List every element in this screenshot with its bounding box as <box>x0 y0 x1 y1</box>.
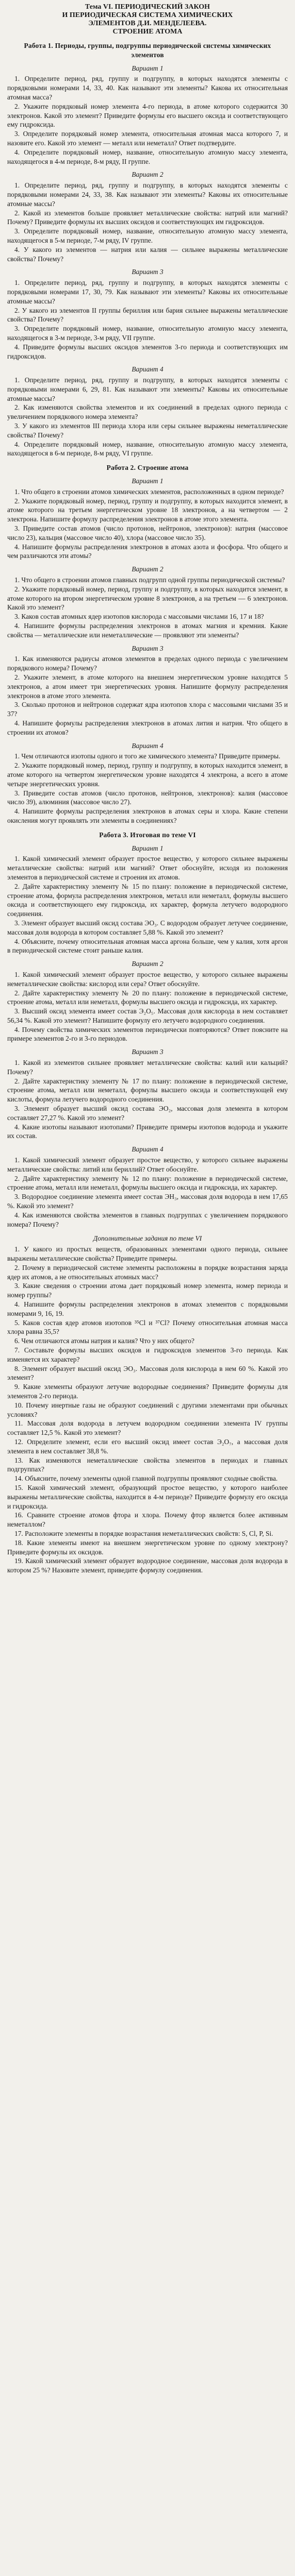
document-body <box>7 41 288 1575</box>
task-item: 3. Определите порядковый номер, название, относительную атомную массу элемента, находящегося в 5-м периоде, 7-м ряду, IV группе. <box>7 227 288 244</box>
task-item: 2. Укажите порядковый номер, период, группу и подгруппу, в которых находится элемент, в атоме которого на четвертом энергетическом уровне находятся 4 электрона, а всего в атоме четыре энергетических уровня. <box>7 761 288 788</box>
task-item: 2. Укажите порядковый номер, период, группу и подгруппу, в которых находится элемент, в атоме которого на третьем энергетическом уровне 18 электронов, а на четвертом — 2 электрона. Напишите формулу распределения электронов в атоме этого элемента. <box>7 497 288 523</box>
task-item: 1. Какой из элементов сильнее проявляет металлические свойства: калий или кальций? Почему? <box>7 1059 288 1076</box>
page-header <box>7 3 288 36</box>
task-item: 1. У какого из простых веществ, образованных элементами одного периода, сильнее выражены металлические свойства? Приведите примеры. <box>7 1245 288 1263</box>
task-item: 14. Объясните, почему элементы одной главной подгруппы проявляют сходные свойства. <box>14 1475 278 1483</box>
task-item: 3. Приведите состав атомов (число протонов, нейтронов, электронов): калия (массовое число 39), алюминия (массовое число 27). <box>7 789 288 806</box>
task-item: 3. Водородное соединение элемента имеет состав ЭН₃, массовая доля водорода в нем 17,65 %. Какой это элемент? <box>7 1193 288 1210</box>
task-item: 2. Дайте характеристику элементу № 20 по плану: положение в периодической системе, строение атома, металл или неметалл, формулы высшего оксида и гидроксида, их характер. <box>7 989 288 1006</box>
task-item: 5. Каков состав ядер атомов изотопов ³⁵Cl и ³⁷Cl? Почему относительная атомная масса хлора равна 35,5? <box>7 1318 288 1336</box>
header-line: Тема VI. ПЕРИОДИЧЕСКИЙ ЗАКОН <box>85 3 210 11</box>
task-item: 18. Какие элементы имеют на внешнем энергетическом уровне по одному электрону? Приведите формулы их оксидов. <box>7 1538 288 1556</box>
task-item: 2. Как изменяются свойства элементов и их соединений в пределах одного периода с увеличением порядкового номера элемента? <box>7 403 288 421</box>
task-item: 4. Напишите формулы распределения электронов в атомах элементов с порядковыми номерами 9, 16, 19. <box>7 1300 288 1317</box>
task-item: 1. Определите период, ряд, группу и подгруппу, в которых находятся элементы с порядковыми номерами 17, 30, 79. Как называют эти элементы? Каковы их относительные атомные массы? <box>7 279 288 305</box>
variant-heading: Вариант 1 <box>132 64 163 72</box>
task-item: 19. Какой химический элемент образует водородное соединение, массовая доля водорода в котором 25 %? Назовите элемент, приведите формулу соединения. <box>7 1557 288 1574</box>
task-item: 4. Объясните, почему относительная атомная масса аргона больше, чем у калия, хотя аргон в периодической системе стоит раньше калия. <box>7 937 288 955</box>
header-line: СТРОЕНИЕ АТОМА <box>112 28 183 36</box>
variant-heading: Вариант 4 <box>132 1145 163 1154</box>
task-item: 2. Дайте характеристику элементу № 17 по плану: положение в периодической системе, строение атома, металл или неметалл, формулы высшего оксида и соответствующей ему кислоты, формула летучего водородного соединения. <box>7 1077 288 1104</box>
task-item: 3. Элемент образует высший оксид состава ЭО₃. С водородом образует летучее соединение, массовая доля водорода в котором составляет 5,88 %. Какой это элемент? <box>7 919 288 936</box>
task-item: 4. У какого из элементов — натрия или калия — сильнее выражены металлические свойства? Почему? <box>7 245 288 263</box>
task-item: 9. Какие элементы образуют летучие водородные соединения? Приведите формулы для элементов 2-го периода. <box>7 1383 288 1400</box>
task-item: 1. Какой химический элемент образует простое вещество, у которого сильнее выражены металлические свойства: литий или бериллий? Ответ обоснуйте. <box>7 1156 288 1173</box>
task-item: 4. Определите порядковый номер, название, относительную атомную массу элемента, находящегося в 6-м периоде, 8-м ряду, VI группе. <box>7 440 288 457</box>
task-item: 16. Сравните строение атомов фтора и хлора. Почему фтор является более активным неметаллом? <box>7 1511 288 1529</box>
task-item: 13. Как изменяются неметаллические свойства элементов в периодах и главных подгруппах? <box>7 1456 288 1473</box>
variant-heading: Вариант 4 <box>132 741 163 750</box>
task-item: 3. Сколько протонов и нейтронов содержат ядра изотопов хлора с массовыми числами 35 и 37? <box>7 701 288 718</box>
task-item: 4. Приведите формулы высших оксидов элементов 3-го периода и соответствующих им гидроксидов. <box>7 343 288 360</box>
task-item: 2. Почему в периодической системе элементы расположены в порядке возрастания заряда ядер их атомов, а не относительных атомных масс? <box>7 1263 288 1281</box>
task-item: 1. Чем отличаются изотопы одного и того же химического элемента? Приведите примеры. <box>14 752 281 760</box>
task-item: 3. Определите порядковый номер, название, относительную атомную массу элемента, находящегося в 3-м периоде, 3-м ряду, VII группе. <box>7 325 288 342</box>
task-item: 10. Почему инертные газы не образуют соединений с другими элементами при обычных условиях? <box>7 1401 288 1418</box>
variant-heading: Вариант 1 <box>132 477 163 485</box>
task-item: 11. Массовая доля водорода в летучем водородном соединении элемента IV группы составляет 12,5 %. Какой это элемент? <box>7 1419 288 1437</box>
variant-heading: Вариант 3 <box>132 268 163 276</box>
task-item: 12. Определите элемент, если его высший оксид имеет состав Э₂О₇, а массовая доля элемента в нем составляет 38,8 %. <box>7 1437 288 1455</box>
variant-heading: Вариант 2 <box>132 171 163 179</box>
header-line: ЭЛЕМЕНТОВ Д.И. МЕНДЕЛЕЕВА. <box>88 20 207 27</box>
variant-heading: Вариант 4 <box>132 365 163 374</box>
variant-heading: Вариант 3 <box>132 644 163 652</box>
task-item: 1. Как изменяются радиусы атомов элементов в пределах одного периода с увеличением порядкового номера? Почему? <box>7 655 288 672</box>
task-item: 2. Какой из элементов больше проявляет металлические свойства: натрий или магний? Почему? Приведите формулы их высших оксидов и соответствующих им гидроксидов. <box>7 209 288 226</box>
extra-tasks-heading: Дополнительные задания по теме VI <box>93 1234 202 1243</box>
task-item: 3. Каков состав атомных ядер изотопов кислорода с массовыми числами 16, 17 и 18? <box>14 613 264 621</box>
work-title: Работа 3. Итоговая по теме VI <box>99 831 196 839</box>
task-item: 4. Определите порядковый номер, название, относительную атомную массу элемента, находящегося в 4-м периоде, 8-м ряду, II группе. <box>7 148 288 165</box>
task-item: 2. Укажите порядковый номер, период, группу и подгруппу, в которых находится элемент, в атоме которого на втором энергетическом уровне 8 электронов, а на третьем — 6 электронов. Какой это элемент? <box>7 585 288 612</box>
work-title: Работа 2. Строение атома <box>106 464 189 472</box>
task-item: 1. Какой химический элемент образует простое вещество, у которого сильнее выражены металлические свойства: натрий или магний? Ответ обоснуйте, исходя из положения элементов в периодической системе и строения их атомов. <box>7 855 288 881</box>
task-item: 4. Почему свойства химических элементов периодически повторяются? Ответ поясните на примере элементов 2-го и 3-го периодов. <box>7 1025 288 1043</box>
header-line: И ПЕРИОДИЧЕСКАЯ СИСТЕМА ХИМИЧЕСКИХ <box>62 11 233 19</box>
task-item: 3. У какого из элементов III периода хлора или серы сильнее выражены неметаллические свойства? Почему? <box>7 422 288 439</box>
task-item: 3. Определите порядковый номер элемента, относительная атомная масса которого 7, и назовите его. Какой это элемент — металл или неметалл? Ответ подтвердите. <box>7 130 288 147</box>
work-title: Работа 1. Периоды, группы, подгруппы периодической системы химических элементов <box>24 42 271 59</box>
task-item: 3. Элемент образует высший оксид состава ЭО₂, массовая доля элемента в котором составляет 27,27 %. Какой это элемент? <box>7 1105 288 1122</box>
task-item: 1. Что общего в строении атомов главных подгрупп одной группы периодической системы? <box>14 576 285 584</box>
task-item: 2. Укажите порядковый номер элемента 4-го периода, в атоме которого содержится 30 электронов. Какой это элемент? Приведите формулы его высшего оксида и соответствующего ему гидроксида. <box>7 102 288 129</box>
task-item: 8. Элемент образует высший оксид ЭО₃. Массовая доля кислорода в нем 60 %. Какой это элемент? <box>7 1364 288 1382</box>
task-item: 3. Приведите состав атомов (число протонов, нейтронов, электронов): натрия (массовое число 23), кальция (массовое число 40), хлора (массовое число 35). <box>7 524 288 541</box>
task-item: 4. Как изменяются свойства элементов в главных подгруппах с увеличением порядкового номера? Почему? <box>7 1211 288 1228</box>
task-item: 7. Составьте формулы высших оксидов и гидроксидов элементов 3-го периода. Как изменяется их характер? <box>7 1346 288 1363</box>
task-item: 4. Напишите формулы распределения электронов в атомах лития и натрия. Что общего в строении их атомов? <box>7 719 288 736</box>
task-item: 1. Определите период, ряд, группу и подгруппу, в которых находятся элементы с порядковыми номерами 24, 33, 38. Как называют эти элементы? Каковы их относительные атомные массы? <box>7 181 288 208</box>
task-item: 2. Дайте характеристику элементу № 15 по плану: положение в периодической системе, строение атома, формула распределения электронов, металл или неметалл, формулы высшего оксида и соответствующего ему гидроксида, их характер, формула летучего водородного соединения. <box>7 882 288 918</box>
variant-heading: Вариант 2 <box>132 960 163 968</box>
task-item: 1. Определите период, ряд, группу и подгруппу, в которых находятся элементы с порядковыми номерами 14, 33, 40. Как называют эти элементы? Какова их относительная атомная масса? <box>7 75 288 101</box>
task-item: 4. Напишите формулы распределения электронов в атомах серы и хлора. Какие степени окисления могут проявлять эти элементы в соединениях? <box>7 807 288 824</box>
task-item: 4. Напишите формулы распределения электронов в атомах азота и фосфора. Что общего и чем различаются эти атомы? <box>7 543 288 560</box>
variant-heading: Вариант 2 <box>132 565 163 573</box>
task-item: 4. Какие изотопы называют изотопами? Приведите примеры изотопов водорода и укажите их состав. <box>7 1123 288 1140</box>
variant-heading: Вариант 1 <box>132 844 163 852</box>
task-item: 17. Расположите элементы в порядке возрастания неметаллических свойств: S, Cl, P, Si. <box>14 1529 273 1537</box>
task-item: 1. Что общего в строении атомов химических элементов, расположенных в одном периоде? <box>14 487 284 496</box>
task-item: 3. Какие сведения о строении атома дает порядковый номер элемента, номер периода и номер группы? <box>7 1282 288 1299</box>
task-item: 2. У какого из элементов II группы бериллия или бария сильнее выражены металлические свойства? Почему? <box>7 306 288 324</box>
task-item: 2. Дайте характеристику элементу № 12 по плану: положение в периодической системе, строение атома, металл или неметалл, формулы высшего оксида и гидроксида, их характер. <box>7 1174 288 1192</box>
task-item: 15. Какой химический элемент, образующий простое вещество, у которого наиболее выражены металлические свойства, находится в 4-м периоде? Приведите формулу его оксида и гидроксида. <box>7 1483 288 1510</box>
task-item: 3. Высший оксид элемента имеет состав Э₂О₅. Массовая доля кислорода в нем составляет 56,34 %. Какой это элемент? Напишите формулу его летучего водородного соединения. <box>7 1007 288 1024</box>
task-item: 1. Определите период, ряд, группу и подгруппу, в которых находятся элементы с порядковыми номерами 6, 29, 81. Как называют эти элементы? Каковы их относительные атомные массы? <box>7 376 288 402</box>
task-item: 2. Укажите элемент, в атоме которого на внешнем энергетическом уровне находятся 5 электронов, а атом имеет три энергетических уровня. Напишите формулу распределения электронов в атоме этого элемента. <box>7 673 288 700</box>
task-item: 6. Чем отличаются атомы натрия и калия? Что у них общего? <box>14 1337 194 1345</box>
task-item: 1. Какой химический элемент образует простое вещество, у которого сильнее выражены неметаллические свойства: кислород или сера? Ответ обоснуйте. <box>7 970 288 988</box>
variant-heading: Вариант 3 <box>132 1048 163 1056</box>
task-item: 4. Напишите формулы распределения электронов в атомах магния и кремния. Какие свойства — металлические или неметаллические — проявляют эти элементы? <box>7 622 288 639</box>
